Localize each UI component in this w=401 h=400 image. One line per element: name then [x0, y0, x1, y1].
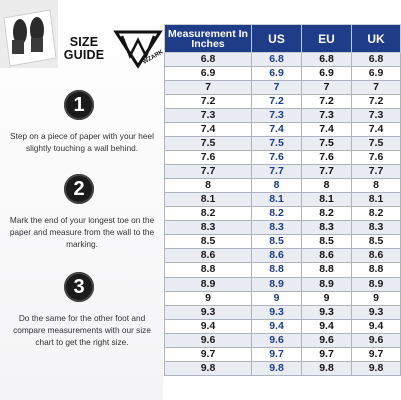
cell-us: 9.6: [252, 333, 302, 347]
cell-us: 7.4: [252, 123, 302, 137]
cell-us: 8.5: [252, 235, 302, 249]
table-row: [165, 137, 401, 151]
size-guide-title: [62, 36, 106, 62]
table-row: [165, 347, 401, 361]
table-row: [165, 53, 401, 67]
cell-measurement: 6.9: [165, 67, 252, 81]
cell-measurement: 7.6: [165, 151, 252, 165]
header-eu: EU: [302, 25, 352, 53]
table-row: [165, 67, 401, 81]
size-rows: [165, 53, 401, 376]
cell-measurement: 9.6: [165, 333, 252, 347]
cell-uk: 7.5: [352, 137, 401, 151]
cell-eu: 8: [302, 179, 352, 193]
table-row: [165, 277, 401, 291]
cell-us: 6.8: [252, 53, 302, 67]
cell-us: 8.6: [252, 249, 302, 263]
table-row: [165, 333, 401, 347]
instructions-panel: [0, 0, 163, 400]
cell-measurement: 7: [165, 81, 252, 95]
step-1-badge: 1: [64, 90, 94, 120]
cell-eu: 9: [302, 291, 352, 305]
cell-eu: 7.3: [302, 109, 352, 123]
cell-eu: 9.8: [302, 361, 352, 375]
cell-us: 8.1: [252, 193, 302, 207]
cell-uk: 8.9: [352, 277, 401, 291]
cell-eu: 8.8: [302, 263, 352, 277]
cell-measurement: 7.3: [165, 109, 252, 123]
cell-measurement: 6.8: [165, 53, 252, 67]
cell-eu: 7: [302, 81, 352, 95]
cell-eu: 7.5: [302, 137, 352, 151]
brand-logo: [114, 30, 165, 68]
table-row: [165, 207, 401, 221]
cell-uk: 9.7: [352, 347, 401, 361]
table-row: [165, 165, 401, 179]
cell-us: 8.3: [252, 221, 302, 235]
cell-us: 7.5: [252, 137, 302, 151]
cell-measurement: 8.8: [165, 263, 252, 277]
cell-eu: 7.6: [302, 151, 352, 165]
table-header-row: [165, 25, 401, 53]
cell-uk: 8.3: [352, 221, 401, 235]
table-row: [165, 179, 401, 193]
cell-uk: 8.2: [352, 207, 401, 221]
cell-eu: 7.7: [302, 165, 352, 179]
size-guide-line2: GUIDE: [63, 48, 105, 62]
cell-eu: 8.6: [302, 249, 352, 263]
cell-eu: 8.3: [302, 221, 352, 235]
cell-eu: 9.3: [302, 305, 352, 319]
cell-us: 6.9: [252, 67, 302, 81]
cell-eu: 9.4: [302, 319, 352, 333]
cell-uk: 7: [352, 81, 401, 95]
cell-eu: 9.7: [302, 347, 352, 361]
size-guide-line1: SIZE: [69, 35, 99, 49]
table-row: [165, 361, 401, 375]
cell-us: 7.7: [252, 165, 302, 179]
cell-us: 8: [252, 179, 302, 193]
cell-measurement: 7.2: [165, 95, 252, 109]
feet-on-paper-icon: [0, 0, 58, 68]
cell-uk: 6.8: [352, 53, 401, 67]
table-row: [165, 249, 401, 263]
cell-eu: 6.9: [302, 67, 352, 81]
step-3-text: Do the same for the other foot and compare measurements with our size chart to get the right size.: [13, 313, 151, 347]
cell-eu: 9.6: [302, 333, 352, 347]
table-row: [165, 263, 401, 277]
cell-uk: 9.6: [352, 333, 401, 347]
cell-measurement: 8: [165, 179, 252, 193]
table-row: [165, 95, 401, 109]
cell-uk: 8.1: [352, 193, 401, 207]
cell-uk: 7.3: [352, 109, 401, 123]
cell-uk: 7.2: [352, 95, 401, 109]
cell-measurement: 9.8: [165, 361, 252, 375]
step-3-badge: 3: [64, 272, 94, 302]
cell-us: 7.2: [252, 95, 302, 109]
step-2-badge: 2: [64, 174, 94, 204]
svg-text:WZARK: WZARK: [142, 49, 165, 66]
cell-uk: 9.3: [352, 305, 401, 319]
cell-measurement: 8.1: [165, 193, 252, 207]
table-row: [165, 123, 401, 137]
cell-eu: 8.9: [302, 277, 352, 291]
cell-us: 8.9: [252, 277, 302, 291]
cell-us: 7.3: [252, 109, 302, 123]
cell-uk: 8.6: [352, 249, 401, 263]
cell-eu: 6.8: [302, 53, 352, 67]
cell-uk: 8: [352, 179, 401, 193]
header-measurement: Measurement In Inches: [165, 25, 252, 53]
cell-us: 8.2: [252, 207, 302, 221]
table-row: [165, 291, 401, 305]
cell-eu: 8.1: [302, 193, 352, 207]
cell-uk: 7.6: [352, 151, 401, 165]
cell-uk: 7.7: [352, 165, 401, 179]
table-row: [165, 221, 401, 235]
cell-measurement: 9.3: [165, 305, 252, 319]
cell-uk: 8.5: [352, 235, 401, 249]
cell-measurement: 9.7: [165, 347, 252, 361]
cell-measurement: 8.2: [165, 207, 252, 221]
step-2-text: Mark the end of your longest toe on the paper and measure from the wall to the marking.: [9, 215, 155, 249]
cell-us: 9.8: [252, 361, 302, 375]
cell-measurement: 8.6: [165, 249, 252, 263]
table-row: [165, 305, 401, 319]
cell-measurement: 8.9: [165, 277, 252, 291]
cell-measurement: 9.4: [165, 319, 252, 333]
cell-eu: 7.2: [302, 95, 352, 109]
cell-us: 7.6: [252, 151, 302, 165]
cell-measurement: 7.7: [165, 165, 252, 179]
cell-uk: 7.4: [352, 123, 401, 137]
cell-uk: 6.9: [352, 67, 401, 81]
cell-us: 7: [252, 81, 302, 95]
cell-us: 9.4: [252, 319, 302, 333]
table-row: [165, 151, 401, 165]
table-row: [165, 235, 401, 249]
table-row: [165, 109, 401, 123]
cell-measurement: 8.5: [165, 235, 252, 249]
cell-measurement: 7.5: [165, 137, 252, 151]
cell-measurement: 8.3: [165, 221, 252, 235]
cell-us: 9.7: [252, 347, 302, 361]
step-1-text: Step on a piece of paper with your heel slightly touching a wall behind.: [10, 131, 154, 153]
cell-us: 9: [252, 291, 302, 305]
cell-uk: 9.8: [352, 361, 401, 375]
cell-measurement: 7.4: [165, 123, 252, 137]
cell-uk: 9: [352, 291, 401, 305]
cell-eu: 8.2: [302, 207, 352, 221]
cell-us: 8.8: [252, 263, 302, 277]
header-uk: UK: [352, 25, 401, 53]
table-row: [165, 319, 401, 333]
cell-us: 9.3: [252, 305, 302, 319]
cell-eu: 8.5: [302, 235, 352, 249]
table-row: [165, 193, 401, 207]
size-chart-table: [164, 24, 401, 376]
cell-uk: 9.4: [352, 319, 401, 333]
cell-measurement: 9: [165, 291, 252, 305]
cell-uk: 8.8: [352, 263, 401, 277]
table-row: [165, 81, 401, 95]
header-us: US: [252, 25, 302, 53]
cell-eu: 7.4: [302, 123, 352, 137]
